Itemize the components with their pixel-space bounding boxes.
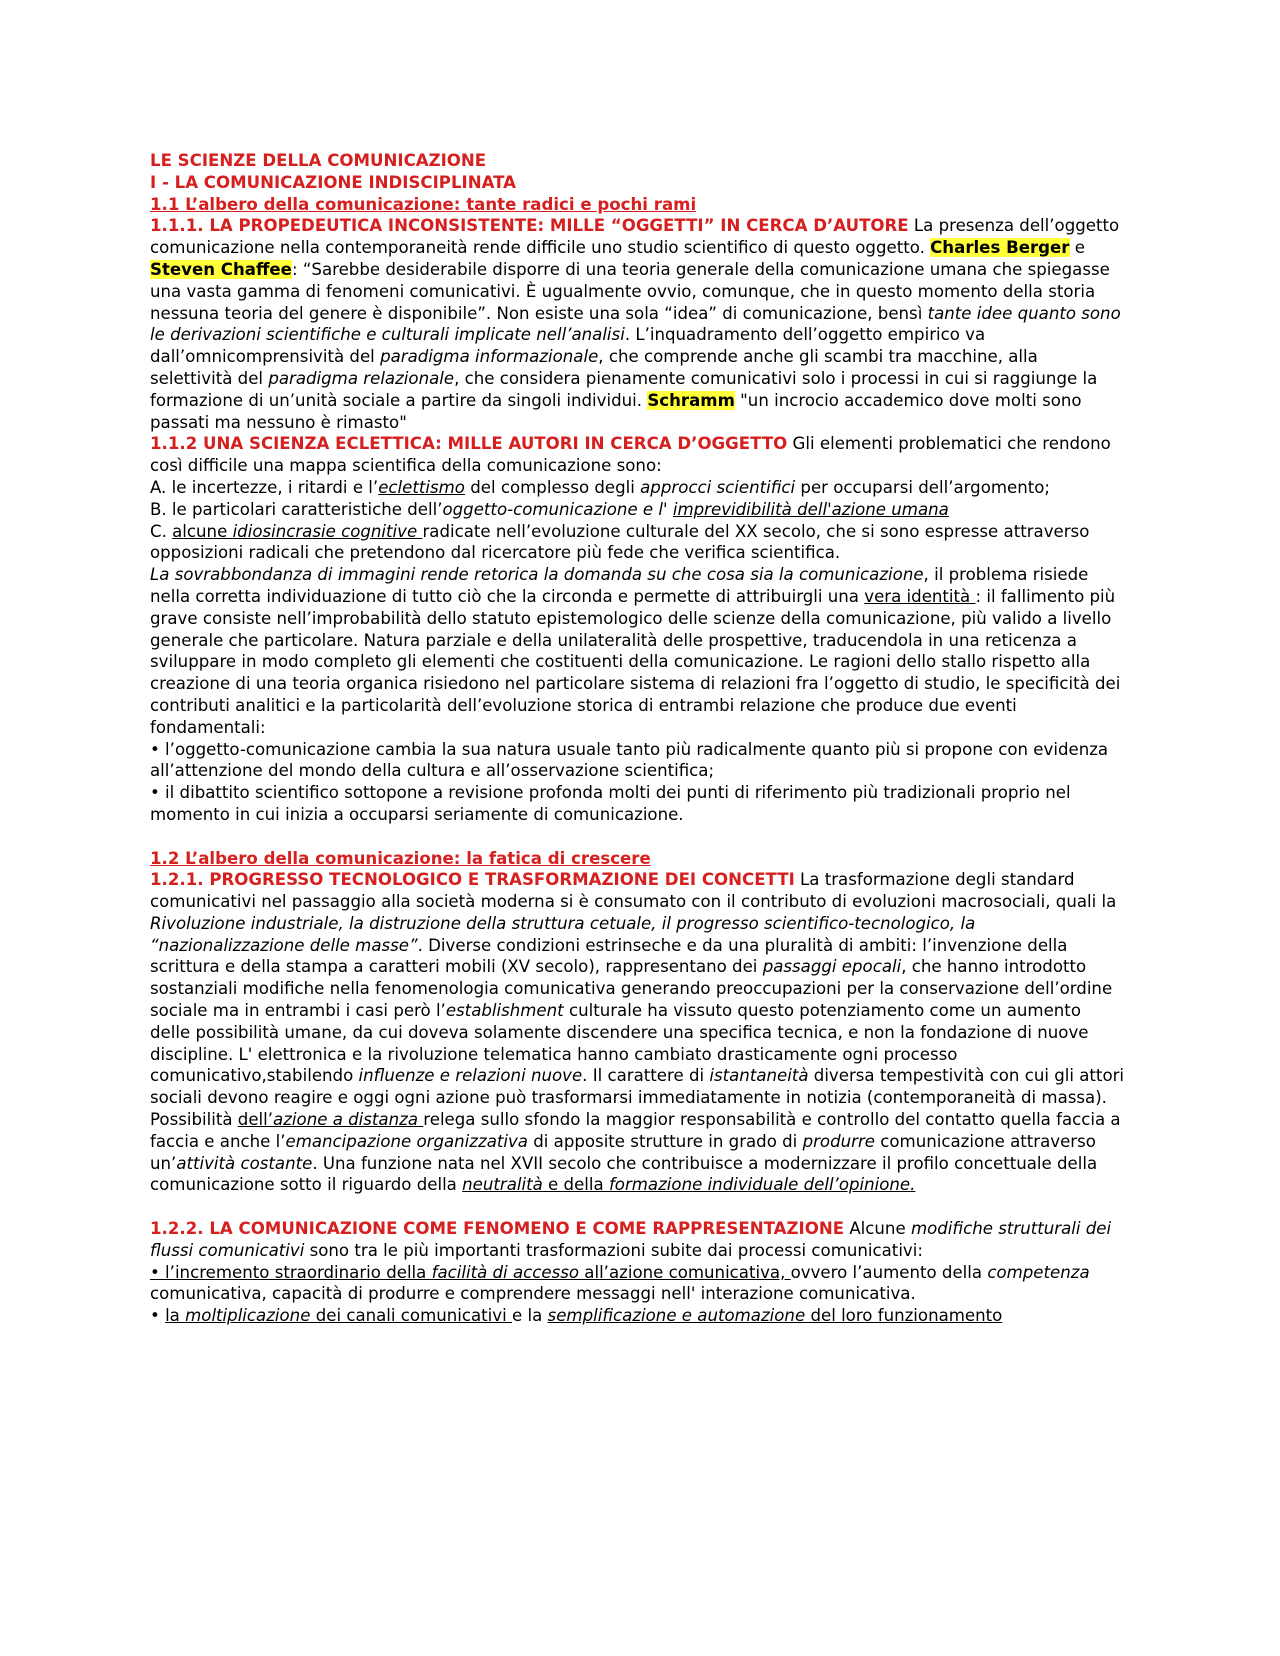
list-item-b: [150, 499, 1125, 521]
text: . Diverse condizioni estrinseche e da una pluralità di ambiti: l’invenzione della scrittura e della stampa a caratteri mobili (XV secolo), rappresentano dei: [150, 935, 1068, 977]
paragraph-1-2-2: [150, 1218, 1125, 1262]
underlined-italic-text: .: [910, 1175, 916, 1195]
bullet-item: • il dibattito scientifico sottopone a revisione profonda molti dei punti di riferimento più tradizionali proprio nel momento in cui inizia a occuparsi seriamente di comunicazione.: [150, 783, 1071, 824]
underlined-text: e della: [542, 1175, 609, 1195]
italic-text: competenza: [987, 1262, 1090, 1282]
subsection-1-2-1-heading: 1.2.1. PROGRESSO TECNOLOGICO E TRASFORMAZIONE DEI CONCETTI: [150, 870, 795, 890]
text: comunicativa, capacità di produrre e comprendere messaggi nell' interazione comunicativa.: [150, 1284, 916, 1304]
underlined-italic-text: neutralità: [462, 1175, 543, 1195]
highlighted-name: Schramm: [647, 390, 735, 410]
text: . Una funzione nata nel XVII secolo che contribuisce a modernizzare il profilo concettuale della comunicazione sotto il riguardo della: [150, 1153, 1098, 1195]
text: di apposite strutture in grado di: [527, 1131, 803, 1151]
underlined-text: all’azione comunicativa,: [579, 1262, 791, 1282]
italic-text: approcci scientifici: [640, 477, 796, 497]
text: ovvero l’aumento della: [790, 1262, 988, 1282]
italic-text: tante idee quanto sono le derivazioni scientifiche e culturali implicate nell’analisi: [150, 303, 1121, 345]
list-item-c: [150, 521, 1125, 565]
underlined-text: alcune: [172, 521, 233, 541]
underlined-text: • l’incremento straordinario della: [150, 1262, 432, 1282]
italic-text: influenze e relazioni nuove: [358, 1066, 583, 1086]
text: C.: [150, 521, 173, 541]
text: e la: [512, 1306, 548, 1326]
subsection-1-1-1-heading: 1.1.1. LA PROPEDEUTICA INCONSISTENTE: MILLE “OGGETTI” IN CERCA D’AUTORE: [150, 216, 909, 236]
document-page: [150, 150, 1125, 1327]
text: La trasformazione degli standard comunicativi nel passaggio alla società moderna si è consumato con il contributo di evoluzioni macrosociali, quali la: [150, 870, 1117, 912]
document-title: LE SCIENZE DELLA COMUNICAZIONE: [150, 151, 487, 170]
text: . L’inquadramento dell’oggetto empirico va dall’omnicomprensività del: [150, 325, 986, 367]
subsection-1-1-2-heading: 1.1.2 UNA SCIENZA ECLETTICA: MILLE AUTORI IN CERCA D’OGGETTO: [150, 434, 788, 454]
highlighted-name: Charles Berger: [930, 238, 1070, 258]
paragraph-1-2-1: [150, 869, 1125, 1196]
text: •: [150, 1306, 166, 1326]
text: del complesso degli: [464, 477, 641, 497]
text: culturale ha vissuto questo potenziamento come un aumento delle possibilità umane, da cui doveva solamente discendere una specifica tecnica, e non la fondazione di nuove discipline. L' elettronica e la rivoluzione telematica hanno cambiato drasticamente ogni processo comunicativo,stabilendo: [150, 1001, 1089, 1086]
text: : il fallimento più grave consiste nell’improbabilità dello statuto epistemologico delle scienze della comunicazione, più valido a livello generale che particolare. Natura parziale e della unilateralità delle prospettive, traducendola in una reticenza a sviluppare in modo completo gli elementi che costituenti della comunicazione. Le ragioni dello stallo rispetto alla creazione di una teoria organica risiedono nel particolare sistema di relazioni fra l’oggetto di studio, le specificità dei contributi analitici e la particolarità dell’evoluzione storica di entrambi relazione che produce due eventi fondamentali:: [150, 586, 1121, 737]
italic-text: passaggi epocali: [762, 957, 902, 977]
spacer: [150, 826, 1125, 848]
bullet-item: • l’oggetto-comunicazione cambia la sua natura usuale tanto più radicalmente quanto più si propone con evidenza all’attenzione del mondo della cultura e all’osservazione scientifica;: [150, 739, 1109, 781]
italic-text: produrre: [802, 1131, 875, 1151]
chapter-title: I - LA COMUNICAZIONE INDISCIPLINATA: [150, 172, 517, 192]
paragraph-1-1-2: [150, 433, 1125, 477]
text: , il problema risiede nella corretta individuazione di tutto ciò che la circonda e permette di attribuirgli una: [150, 565, 1089, 606]
text: "un incrocio accademico dove molti sono passati ma nessuno è rimasto": [150, 390, 1082, 432]
italic-text: La sovrabbondanza di immagini rende retorica la domanda su che cosa sia la comunicazione: [150, 565, 924, 585]
text: relega sullo sfondo la maggior responsabilità e controllo del contatto quella faccia a faccia e anche l’: [150, 1110, 1121, 1151]
underlined-italic-text: imprevidibilità dell'azione umana: [672, 499, 949, 519]
underlined-text: dell’: [237, 1110, 274, 1130]
italic-text: establishment: [445, 1001, 564, 1021]
subsection-1-2-2-heading: 1.2.2. LA COMUNICAZIONE COME FENOMENO E COME RAPPRESENTAZIONE: [150, 1219, 845, 1239]
italic-text: modifiche strutturali dei flussi comunicativi: [150, 1219, 1112, 1260]
italic-text: emancipazione organizzativa: [285, 1131, 528, 1151]
italic-text: paradigma relazionale: [268, 368, 455, 388]
text: e: [1069, 238, 1085, 258]
text: B. le particolari caratteristiche dell’: [150, 499, 443, 519]
spacer: [150, 1196, 1125, 1218]
italic-text: istantaneità: [709, 1066, 809, 1086]
italic-text: oggetto-comunicazione e l': [442, 499, 673, 519]
list-item-a: [150, 477, 1125, 499]
text: diversa tempestività con cui gli attori sociali devono reagire e oggi ogni azione può trasformarsi immediatamente in notizia (contemporaneità di massa). Possibilità: [150, 1066, 1125, 1130]
paragraph-overabundance: [150, 564, 1125, 738]
italic-text: attività costante: [176, 1153, 313, 1173]
text: , che hanno introdotto sostanziali modifiche nella fenomenologia comunicativa generando preoccupazioni per la conservazione dell’ordine sociale ma in entrambi i casi però l’: [150, 957, 1113, 1021]
text: , che considera pienamente comunicativi solo i processi in cui si raggiunge la formazione di un’unità sociale a partire da singoli individui.: [150, 368, 1098, 410]
underlined-italic-text: formazione individuale dell’opinione: [608, 1175, 911, 1195]
italic-text: Rivoluzione industriale, la distruzione della struttura cetuale, il progresso scientifico-tecnologico, la “nazionalizzazione delle masse”: [150, 913, 976, 955]
underlined-italic-text: moltiplicazione: [185, 1306, 311, 1326]
paragraph-1-1-1: [150, 215, 1125, 433]
italic-text: paradigma informazionale: [380, 347, 599, 367]
underlined-italic-text: azione a distanza: [273, 1110, 424, 1130]
underlined-text: dei canali comunicativi: [310, 1306, 512, 1326]
text: Gli elementi problematici che rendono così difficile una mappa scientifica della comunicazione sono:: [150, 434, 1111, 476]
underlined-text: vera identità: [864, 586, 976, 606]
underlined-italic-text: idiosincrasie cognitive: [232, 521, 423, 541]
text: : “Sarebbe desiderabile disporre di una teoria generale della comunicazione umana che spiegasse una vasta gamma di fenomeni comunicativi. È ugualmente ovvio, comunque, che in questo momento della storia nessuna teoria del genere è disponibile”. Non esiste una sola “idea” di comunicazione, bensì: [150, 259, 1110, 323]
text: sono tra le più importanti trasformazioni subite dai processi comunicativi:: [304, 1240, 923, 1260]
text: per occuparsi dell’argomento;: [795, 477, 1051, 497]
highlighted-name: Steven Chaffee: [150, 259, 292, 279]
bullet-item: [150, 1262, 1125, 1306]
underlined-italic-text: semplificazione e automazione: [547, 1306, 806, 1326]
text: , che comprende anche gli scambi tra macchine, alla selettività del: [150, 347, 1038, 388]
section-1-2-heading: 1.2 L’albero della comunicazione: la fatica di crescere: [150, 848, 651, 868]
underlined-text: del loro funzionamento: [805, 1306, 1003, 1326]
underlined-text: la: [165, 1306, 186, 1326]
underlined-italic-text: eclettismo: [378, 477, 465, 497]
text: . Il carattere di: [582, 1066, 710, 1086]
underlined-italic-text: facilità di accesso: [431, 1262, 580, 1282]
text: Alcune: [844, 1219, 911, 1239]
text: A. le incertezze, i ritardi e l’: [150, 477, 379, 497]
section-1-1-heading: 1.1 L’albero della comunicazione: tante radici e pochi rami: [150, 194, 697, 214]
bullet-item: [150, 1305, 1125, 1327]
text: La presenza dell’oggetto comunicazione nella contemporaneità rende difficile uno studio scientifico di questo oggetto.: [150, 216, 1120, 258]
text: radicate nell’evoluzione culturale del XX secolo, che si sono espresse attraverso opposizioni radicali che pretendono dal ricercatore più fede che verifica scientifica.: [150, 521, 1090, 563]
text: comunicazione attraverso un’: [150, 1131, 1096, 1173]
